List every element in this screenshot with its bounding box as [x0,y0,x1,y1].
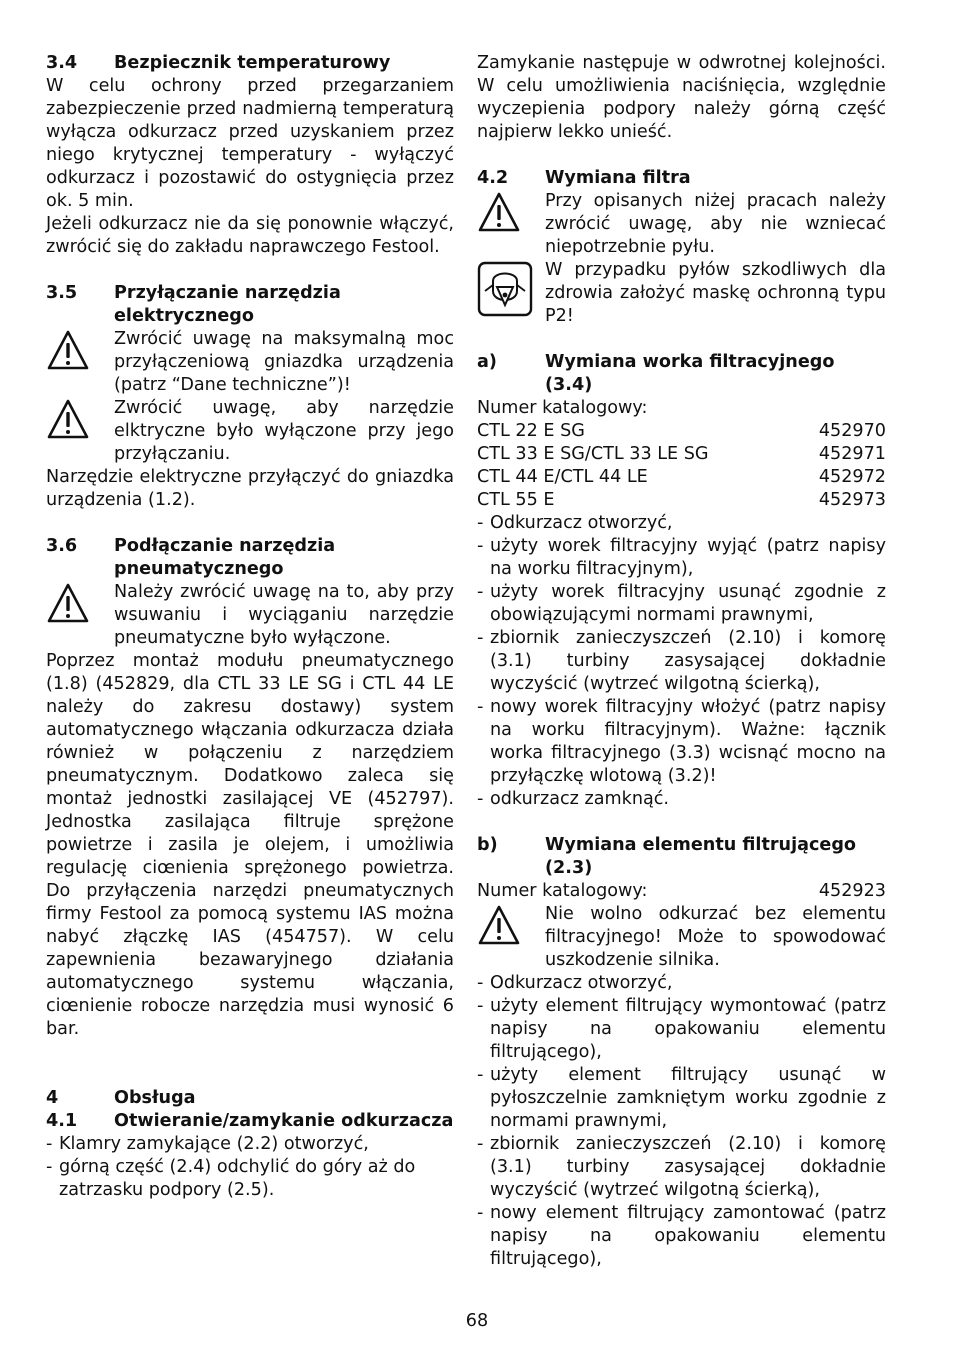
list-item: - nowy element filtrujący zamontować (patrz napisy na opakowaniu elementu filtrującego), [477,1203,886,1269]
list-item: - użyty worek filtracyjny wyjąć (patrz napisy na worku filtracyjnym), [477,536,886,579]
warning-triangle-icon [477,903,521,947]
mask-notice-block: W przypadku pyłów szkodliwych dla zdrowia założyć maskę ochronną typu P2! [477,259,886,328]
list-item: - górną część (2.4) odchylić do góry aż do zatrzasku podpory (2.5). [46,1157,416,1200]
catalog-row: CTL 22 E SG 452970 [477,421,886,441]
catalog-row: CTL 55 E 452973 [477,490,886,510]
catalog-row: CTL 33 E SG/CTL 33 LE SG 452971 [477,444,886,464]
paragraph: Poprzez montaż modułu pneumatycznego (1.8) (452829, dla CTL 33 LE SG i CTL 44 LE należy do zakresu dostawy) system automatycznego włączania odkurzacza działa również w połączeniu z narzędziem pneumatycznym. Dodatkowo zaleca się montaż jednostki zasilającej VE (452797). Jednostka zasilająca filtruje sprężone powietrze i zasila je olejem, i umożliwia regulację ciœnienia sprężonego powietrza. Do przyłączenia narzędzi pneumatycznych firmy Festool za pomocą systemu IAS można nabyć złączkę IAS (454757). W celu zapewnienia bezawaryjnego działania automatycznego systemu włączania, ciœnienie robocze narzędzia musi wynosić 6 bar. [46,651,454,1039]
warning-block: Zwrócić uwagę na maksymalną moc przyłączeniową gniazdka urządzenia (patrz “Dane techniczne”)! [46,328,454,397]
heading-b: b) Wymiana elementu filtrującego (2.3) [477,835,857,878]
catalog-row: Numer katalogowy: 452923 [477,881,886,901]
heading-a: a) Wymiana worka filtracyjnego (3.4) [477,352,835,395]
warning-triangle-icon [46,328,90,372]
heading-3-6: 3.6 Podłączanie narzędzia pneumatycznego [46,536,336,579]
warning-triangle-icon [46,581,90,625]
list-item: - Odkurzacz otworzyć, [477,973,673,993]
heading-4-1: 4.1 Otwieranie/zamykanie odkurzacza [46,1111,454,1131]
warning-block: Zwrócić uwagę, aby narzędzie elktryczne było wyłączone przy jego przyłączaniu. [46,397,454,466]
list-item: - użyty element filtrujący usunąć w pyłoszczelnie zamkniętym worku zgodnie z normami prawnymi, [477,1065,886,1131]
paragraph: Jeżeli odkurzacz nie da się ponownie włączyć, zwrócić się do zakładu naprawczego Festool. [46,214,454,257]
warning-triangle-icon [46,397,90,441]
paragraph: Narzędzie elektryczne przyłączyć do gniazdka urządzenia (1.2). [46,467,454,510]
list-item: - odkurzacz zamknąć. [477,789,670,809]
list-item: - użyty worek filtracyjny usunąć zgodnie z obowiązującymi normami prawnymi, [477,582,886,625]
paragraph: W celu ochrony przed przegarzaniem zabezpieczenie przed nadmierną temperaturą wyłącza odkurzacz przed uzyskaniem przez niego krytycznej temperatury - wyłączyć odkurzacz i pozostawić do ostygnięcia przez ok. 5 min. [46,76,454,211]
warning-block: Nie wolno odkurzać bez elementu filtracyjnego! Może to spowodować uszkodzenie silnika. [477,903,886,972]
list-item: - użyty element filtrujący wymontować (patrz napisy na opakowaniu elementu filtrującego), [477,996,886,1062]
list-item: - nowy worek filtracyjny włożyć (patrz napisy na worku filtracyjnym). Ważne: łącznik worka filtracyjnego (3.3) wcisnąć mocno na przyłączkę wlotową (3.2)! [477,697,886,786]
respirator-mask-icon [477,261,533,317]
heading-4-2: 4.2 Wymiana filtra [477,168,691,188]
list-item: - zbiornik zanieczyszczeń (2.10) i komorę (3.1) turbiny zasysającej dokładnie wyczyścić (wytrzeć wilgotną ścierką), [477,1134,886,1200]
list-item: - Odkurzacz otworzyć, [477,513,673,533]
list-item: - zbiornik zanieczyszczeń (2.10) i komorę (3.1) turbiny zasysającej dokładnie wyczyścić (wytrzeć wilgotną ścierką), [477,628,886,694]
warning-triangle-icon [477,190,521,234]
warning-block: Przy opisanych niżej pracach należy zwrócić uwagę, aby nie wzniecać niepotrzebnie pyłu. [477,190,886,259]
left-column [46,52,454,1202]
catalog-label: Numer katalogowy: [477,398,648,418]
heading-3-4: 3.4 Bezpiecznik temperaturowy [46,53,391,73]
list-item: - Klamry zamykające (2.2) otworzyć, [46,1134,369,1154]
paragraph: Zamykanie następuje w odwrotnej kolejności. W celu umożliwienia naciśnięcia, względnie wyczepienia podpory należy górną część najpierw lekko unieść. [477,53,886,142]
page-number: 68 [465,1311,489,1331]
heading-4: 4 Obsługa [46,1088,196,1108]
warning-block: Należy zwrócić uwagę na to, aby przy wsuwaniu i wyciąganiu narzędzie pneumatyczne było wyłączone. [46,581,454,650]
right-column [477,52,886,1271]
heading-3-5: 3.5 Przyłączanie narzędzia elektrycznego [46,283,341,326]
catalog-row: CTL 44 E/CTL 44 LE 452972 [477,467,886,487]
